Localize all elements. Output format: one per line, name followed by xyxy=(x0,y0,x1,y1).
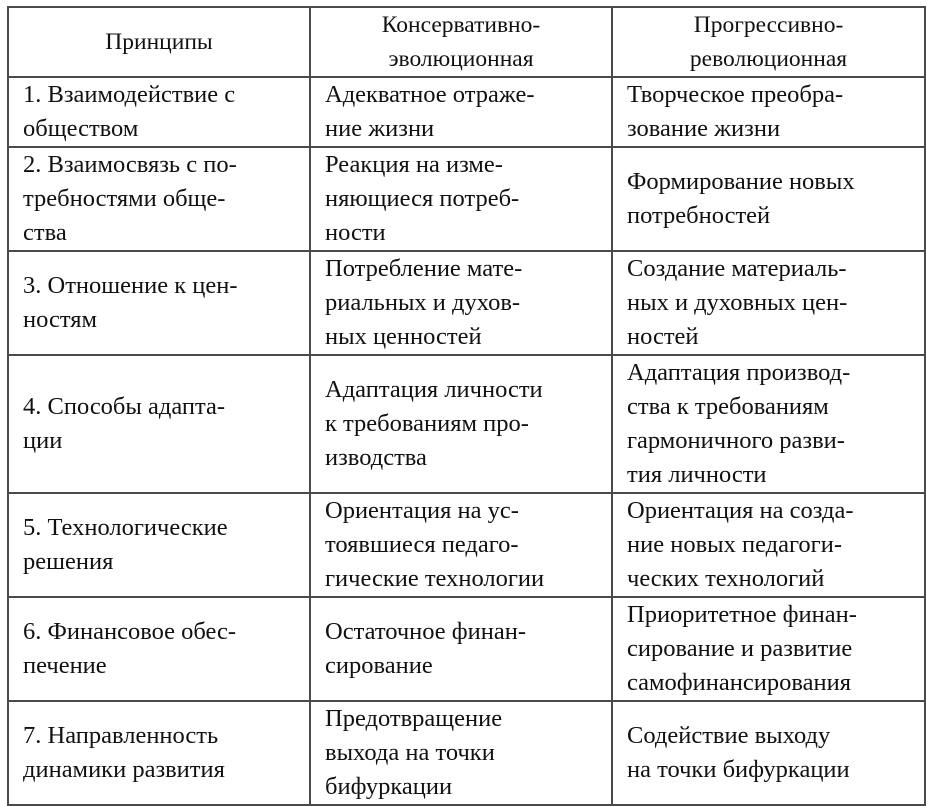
progressive-cell: Ориентация на созда- ние новых педагоги- ческих технологий xyxy=(612,493,925,597)
conservative-cell: Реакция на изме- няющиеся потреб- ности xyxy=(310,147,612,251)
principle-cell: 5. Технологические решения xyxy=(8,493,310,597)
principle-cell: 3. Отношение к цен- ностям xyxy=(8,251,310,355)
header-progressive-revolutionary: Прогрессивно- революционная xyxy=(612,7,925,77)
principle-cell: 4. Способы адапта- ции xyxy=(8,355,310,493)
conservative-cell: Адекватное отраже- ние жизни xyxy=(310,77,612,147)
progressive-cell: Содействие выходу на точки бифуркации xyxy=(612,701,925,805)
principle-cell: 7. Направленность динамики развития xyxy=(8,701,310,805)
table-row xyxy=(8,493,925,597)
header-principles: Принципы xyxy=(8,7,310,77)
header-conservative-evolutionary: Консервативно- эволюционная xyxy=(310,7,612,77)
table-header-row xyxy=(8,7,925,77)
principle-cell: 2. Взаимосвязь с по- требностями обще- ства xyxy=(8,147,310,251)
table-row xyxy=(8,77,925,147)
conservative-cell: Потребление мате- риальных и духов- ных ценностей xyxy=(310,251,612,355)
table-row xyxy=(8,147,925,251)
conservative-cell: Предотвращение выхода на точки бифуркации xyxy=(310,701,612,805)
progressive-cell: Формирование новых потребностей xyxy=(612,147,925,251)
progressive-cell: Создание материаль- ных и духовных цен- ностей xyxy=(612,251,925,355)
principle-cell: 6. Финансовое обес- печение xyxy=(8,597,310,701)
progressive-cell: Адаптация производ- ства к требованиям гармоничного разви- тия личности xyxy=(612,355,925,493)
table-row xyxy=(8,251,925,355)
conservative-cell: Ориентация на ус- тоявшиеся педаго- гические технологии xyxy=(310,493,612,597)
table-row xyxy=(8,355,925,493)
table-row xyxy=(8,597,925,701)
principles-comparison-table xyxy=(7,6,926,806)
conservative-cell: Адаптация личности к требованиям про- изводства xyxy=(310,355,612,493)
table-row xyxy=(8,701,925,805)
progressive-cell: Творческое преобра- зование жизни xyxy=(612,77,925,147)
progressive-cell: Приоритетное финан- сирование и развитие самофинансирования xyxy=(612,597,925,701)
conservative-cell: Остаточное финан- сирование xyxy=(310,597,612,701)
principle-cell: 1. Взаимодействие с обществом xyxy=(8,77,310,147)
